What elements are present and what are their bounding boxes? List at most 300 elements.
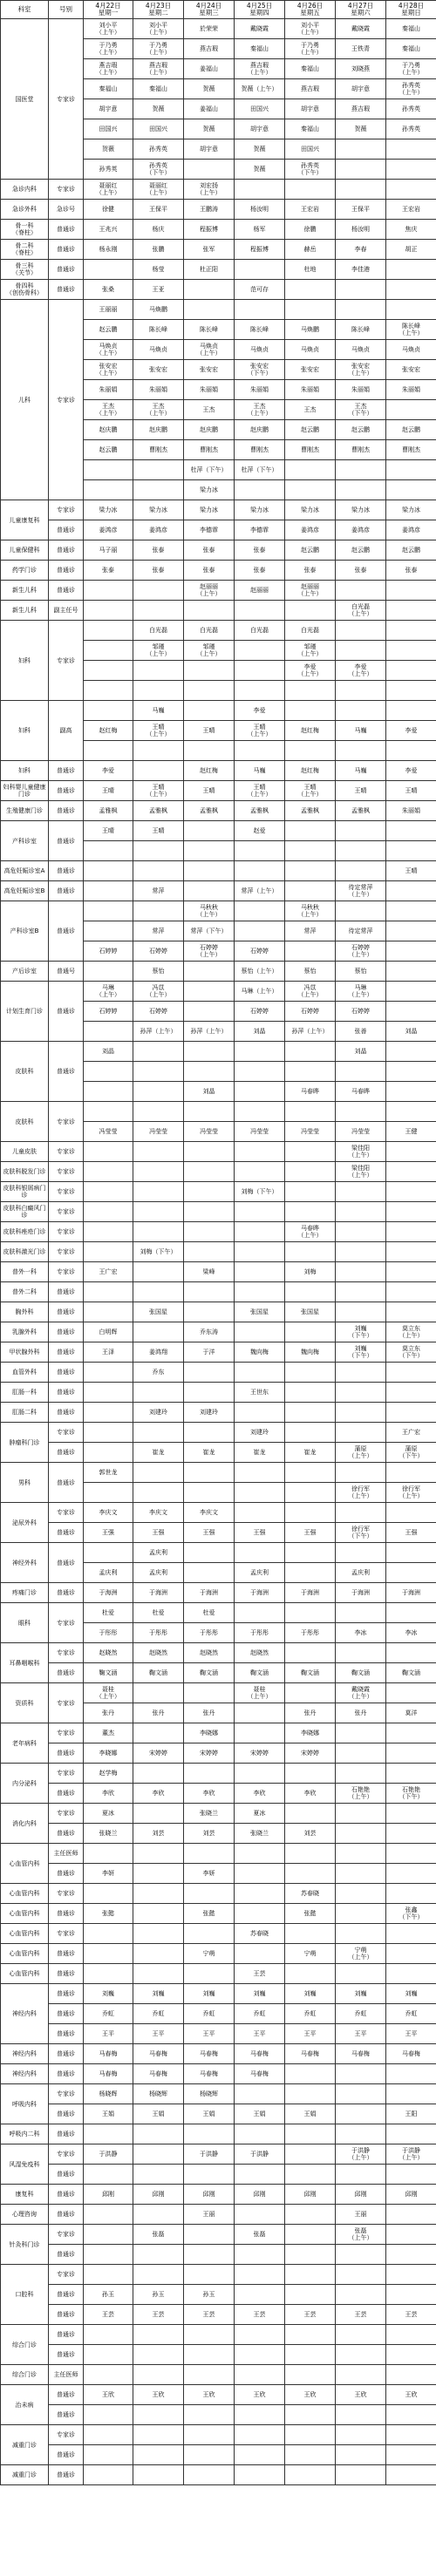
type-cell: 专家诊	[49, 1503, 84, 1523]
table-row	[1, 561, 436, 581]
doctor-cell: 贺薇	[184, 79, 235, 99]
doctor-cell: 张善	[336, 1022, 386, 1042]
dept-cell: 眼科	[1, 1603, 49, 1643]
doctor-cell	[336, 1864, 386, 1884]
doctor-cell: 蒲原 （上午）	[336, 1443, 386, 1463]
doctor-cell: 张安宏	[133, 360, 184, 380]
doctor-cell	[84, 1483, 133, 1503]
doctor-cell: 于洪静	[184, 2144, 235, 2165]
type-cell: 专家诊	[49, 1643, 84, 1663]
doctor-cell: 杨晓辉	[84, 2084, 133, 2104]
doctor-cell	[285, 681, 336, 701]
table-row	[1, 180, 436, 200]
doctor-cell: 夏冰	[84, 1804, 133, 1824]
doctor-cell	[133, 1864, 184, 1884]
doctor-cell: 蒲原 （下午）	[386, 1443, 436, 1463]
table-row	[1, 2104, 436, 2124]
doctor-cell: 张丹	[133, 1703, 184, 1723]
doctor-cell	[133, 1322, 184, 1342]
doctor-cell: 马春梅	[386, 2044, 436, 2064]
doctor-cell	[386, 1964, 436, 1984]
doctor-cell: 刘巍	[235, 1984, 285, 2004]
doctor-cell	[336, 741, 386, 761]
table-row	[1, 2265, 436, 2285]
doctor-cell: 马春梅	[84, 2064, 133, 2084]
doctor-cell	[285, 1503, 336, 1523]
doctor-cell: 赵红梅	[285, 721, 336, 741]
doctor-cell	[133, 1062, 184, 1082]
table-row	[1, 2305, 436, 2325]
doctor-cell: 赵晓然	[133, 1643, 184, 1663]
doctor-cell	[84, 621, 133, 641]
dept-cell: 神经外科	[1, 1543, 49, 1583]
doctor-cell: 孟庆利	[133, 1563, 184, 1583]
doctor-cell: 赵云鹏	[336, 420, 386, 440]
type-cell: 普通诊	[49, 1743, 84, 1764]
doctor-cell	[285, 2165, 336, 2185]
dept-cell: 康复科	[1, 2185, 49, 2205]
dept-cell: 骨三科 （关节）	[1, 260, 49, 280]
doctor-cell: 王芸	[336, 2305, 386, 2325]
doctor-cell	[184, 681, 235, 701]
doctor-cell: 张国星	[133, 1302, 184, 1322]
doctor-cell: 曹刚杰	[184, 440, 235, 460]
dept-cell: 心血管内科	[1, 1844, 49, 1884]
doctor-cell: 王广宏	[386, 1423, 436, 1443]
doctor-cell: 刘芸	[184, 1824, 235, 1844]
table-row	[1, 2004, 436, 2024]
doctor-cell: 孟雅枫	[184, 801, 235, 821]
doctor-cell	[386, 2265, 436, 2285]
doctor-cell: 赵丽丽	[235, 581, 285, 601]
type-cell: 专家诊	[49, 2225, 84, 2245]
dept-cell: 新生儿科	[1, 581, 49, 601]
dept-cell: 泌尿外科	[1, 1503, 49, 1543]
doctor-cell	[133, 1202, 184, 1222]
doctor-cell: 张桑	[84, 280, 133, 300]
doctor-cell: 戴晓霞	[336, 19, 386, 39]
table-row	[1, 1423, 436, 1443]
doctor-cell: 聂丽红 （上午）	[84, 180, 133, 200]
type-cell: 专家诊	[49, 621, 84, 701]
table-row	[1, 982, 436, 1002]
doctor-cell: 刘巍 （下午）	[336, 1342, 386, 1363]
doctor-cell: 王晴 （上午）	[133, 781, 184, 801]
dept-cell: 皮肤科激光门诊	[1, 1242, 49, 1262]
doctor-cell	[386, 1543, 436, 1563]
doctor-cell: 范可存	[235, 280, 285, 300]
doctor-cell: 赵爱	[235, 821, 285, 841]
doctor-cell: 李庆文	[133, 1503, 184, 1523]
doctor-cell: 刘小平 （上午）	[133, 19, 184, 39]
doctor-cell: 孙萍（上午）	[285, 1022, 336, 1042]
doctor-cell: 贺薇	[235, 160, 285, 180]
doctor-cell	[184, 1683, 235, 1703]
doctor-cell	[336, 1884, 386, 1904]
table-row	[1, 19, 436, 39]
doctor-cell	[386, 1142, 436, 1162]
doctor-cell: 白光磊	[184, 621, 235, 641]
doctor-cell	[133, 1764, 184, 1784]
doctor-cell: 李春	[336, 240, 386, 260]
table-row	[1, 1743, 436, 1764]
dept-cell: 减重门诊	[1, 2425, 49, 2465]
doctor-cell: 杨永刚	[84, 240, 133, 260]
doctor-cell	[386, 2425, 436, 2445]
doctor-cell	[133, 2265, 184, 2285]
doctor-cell: 李冰	[386, 1623, 436, 1643]
doctor-cell	[235, 1463, 285, 1483]
doctor-cell: 石婷婷 （上午）	[336, 941, 386, 962]
doctor-cell: 王广宏	[84, 1262, 133, 1282]
doctor-cell: 王晴	[84, 781, 133, 801]
doctor-cell	[235, 1864, 285, 1884]
doctor-cell	[235, 1503, 285, 1523]
doctor-cell	[336, 2104, 386, 2124]
table-row	[1, 1804, 436, 1824]
doctor-cell: 朱丽娟	[336, 380, 386, 400]
doctor-cell: 王欣	[133, 2385, 184, 2405]
table-row	[1, 1342, 436, 1363]
doctor-cell: 王晴	[336, 781, 386, 801]
dept-cell: 药学门诊	[1, 561, 49, 581]
doctor-cell: 王杰 （上午）	[84, 400, 133, 420]
table-row	[1, 280, 436, 300]
doctor-cell: 王娟	[235, 2104, 285, 2124]
doctor-cell: 刘晶	[386, 1022, 436, 1042]
doctor-cell: 王晴	[184, 721, 235, 741]
table-row	[1, 1683, 436, 1703]
doctor-cell: 刘巍	[285, 1984, 336, 2004]
doctor-cell: 孟庆利	[235, 1563, 285, 1583]
doctor-cell	[184, 1363, 235, 1383]
doctor-cell	[336, 1363, 386, 1383]
table-row	[1, 1282, 436, 1302]
doctor-cell	[84, 2245, 133, 2265]
doctor-cell: 于海洲	[235, 1583, 285, 1603]
doctor-cell: 燕吉瑕	[285, 79, 336, 99]
doctor-cell	[285, 1844, 336, 1864]
table-row	[1, 2405, 436, 2425]
doctor-cell: 孙秀英	[386, 99, 436, 119]
doctor-cell	[386, 1002, 436, 1022]
doctor-cell	[133, 861, 184, 881]
doctor-cell	[285, 1764, 336, 1784]
doctor-cell: 王强	[285, 1523, 336, 1543]
doctor-cell: 刘梅	[285, 1262, 336, 1282]
type-cell: 主任医师	[49, 2365, 84, 2385]
dept-cell: 综合门诊	[1, 2325, 49, 2365]
doctor-cell: 邱刚	[184, 2185, 235, 2205]
doctor-cell: 张丹	[84, 1703, 133, 1723]
doctor-cell	[386, 1924, 436, 1944]
type-cell: 普通诊	[49, 861, 84, 881]
doctor-cell: 张晓兰	[235, 1824, 285, 1844]
doctor-cell: 常萍（下午）	[184, 921, 235, 941]
doctor-cell: 莫洋	[386, 1703, 436, 1723]
doctor-cell: 张丹	[285, 1703, 336, 1723]
doctor-cell	[386, 1503, 436, 1523]
type-cell: 普通号	[49, 962, 84, 982]
doctor-cell: 陈长峰	[235, 320, 285, 340]
doctor-cell	[133, 1142, 184, 1162]
doctor-cell: 杜萍（下午）	[235, 460, 285, 480]
doctor-cell	[285, 480, 336, 500]
doctor-cell	[235, 1162, 285, 1182]
doctor-cell: 张懿	[285, 1904, 336, 1924]
doctor-cell: 张晓兰	[84, 1824, 133, 1844]
doctor-cell: 燕吉瑕 （上午）	[235, 59, 285, 79]
doctor-cell	[84, 2445, 133, 2465]
doctor-cell	[386, 139, 436, 160]
doctor-cell	[386, 2165, 436, 2185]
doctor-cell	[235, 2124, 285, 2144]
doctor-cell: 梁力冰	[133, 500, 184, 520]
doctor-cell: 乔虹	[285, 2004, 336, 2024]
doctor-cell: 乔虹	[133, 2004, 184, 2024]
table-row	[1, 2144, 436, 2165]
table-row	[1, 1443, 436, 1463]
dept-cell: 心血管内科	[1, 1944, 49, 1964]
doctor-cell	[285, 300, 336, 320]
type-cell: 普通诊	[49, 240, 84, 260]
doctor-cell: 朱丽娟	[386, 801, 436, 821]
doctor-cell	[386, 2205, 436, 2225]
doctor-cell: 于洪静	[84, 2144, 133, 2165]
doctor-cell: 张泰	[235, 540, 285, 561]
doctor-cell	[235, 1904, 285, 1924]
doctor-cell	[184, 1463, 235, 1483]
doctor-cell: 宋婷婷	[235, 1743, 285, 1764]
doctor-cell: 马春梅	[133, 2044, 184, 2064]
doctor-cell: 张安宏 （下午）	[235, 360, 285, 380]
doctor-cell	[133, 480, 184, 500]
type-cell: 普通诊	[49, 2325, 84, 2345]
doctor-cell: 王芸	[235, 2305, 285, 2325]
doctor-cell: 赵云鹏	[336, 540, 386, 561]
doctor-cell: 石婷婷 （上午）	[184, 941, 235, 962]
doctor-cell: 马春晔 （上午）	[285, 1222, 336, 1242]
doctor-cell: 石婷婷	[285, 1002, 336, 1022]
table-row	[1, 1302, 436, 1322]
doctor-cell: 陈长峰	[184, 320, 235, 340]
table-row	[1, 761, 436, 781]
doctor-cell	[386, 821, 436, 841]
doctor-cell: 王晴 （上午）	[133, 721, 184, 741]
doctor-cell: 马琳（上午）	[235, 982, 285, 1002]
doctor-cell	[84, 601, 133, 621]
doctor-cell	[336, 2325, 386, 2345]
dept-cell: 心血管内科	[1, 1964, 49, 1984]
doctor-cell	[133, 1262, 184, 1282]
doctor-cell	[84, 641, 133, 661]
doctor-cell: 杨军	[235, 220, 285, 240]
doctor-cell	[184, 1222, 235, 1242]
table-row	[1, 861, 436, 881]
table-row	[1, 2385, 436, 2405]
doctor-cell: 邹瑾 （上午）	[133, 641, 184, 661]
doctor-cell	[133, 761, 184, 781]
table-row	[1, 1102, 436, 1122]
doctor-cell: 崔龙	[235, 1443, 285, 1463]
table-row	[1, 1363, 436, 1383]
doctor-cell	[386, 1563, 436, 1583]
doctor-cell: 冯莹莹	[84, 1122, 133, 1142]
doctor-cell	[285, 841, 336, 861]
doctor-cell: 王强	[184, 1523, 235, 1543]
doctor-cell: 马焕鹏	[133, 300, 184, 320]
doctor-cell: 马焕贞 （上午）	[84, 340, 133, 360]
doctor-cell: 孟雅枫	[133, 801, 184, 821]
doctor-cell	[84, 1062, 133, 1082]
doctor-cell	[235, 2405, 285, 2425]
doctor-cell: 孙萍（上午）	[133, 1022, 184, 1042]
table-row	[1, 962, 436, 982]
dept-cell: 国医堂	[1, 19, 49, 180]
table-row	[1, 2205, 436, 2225]
doctor-cell	[133, 1162, 184, 1182]
doctor-cell: 宁萌	[184, 1944, 235, 1964]
doctor-cell	[84, 2165, 133, 2185]
doctor-cell: 刘晶	[184, 1082, 235, 1102]
doctor-cell: 赵红梅	[285, 761, 336, 781]
doctor-cell	[84, 1082, 133, 1102]
table-row	[1, 1984, 436, 2004]
doctor-cell: 姜鸿翔	[133, 1342, 184, 1363]
doctor-cell: 常萍（上午）	[235, 881, 285, 901]
type-cell: 普通诊	[49, 2385, 84, 2405]
doctor-cell: 张泰	[84, 561, 133, 581]
doctor-cell	[336, 901, 386, 921]
doctor-cell	[235, 300, 285, 320]
doctor-cell	[235, 2165, 285, 2185]
doctor-cell	[184, 1884, 235, 1904]
doctor-cell: 鞠文涵	[84, 1663, 133, 1683]
doctor-cell	[285, 2325, 336, 2345]
doctor-cell	[84, 1182, 133, 1202]
doctor-cell	[84, 2325, 133, 2345]
doctor-cell	[235, 2325, 285, 2345]
doctor-cell	[336, 1262, 386, 1282]
doctor-cell	[285, 2445, 336, 2465]
type-cell: 普通诊	[49, 220, 84, 240]
doctor-cell	[235, 2345, 285, 2365]
type-cell: 副主任号	[49, 601, 84, 621]
doctor-cell: 孟雅枫	[235, 801, 285, 821]
dept-cell: 呼吸内科	[1, 2084, 49, 2124]
dept-cell: 男科	[1, 1463, 49, 1503]
doctor-cell	[285, 1162, 336, 1182]
doctor-cell	[336, 1102, 386, 1122]
doctor-cell	[133, 2445, 184, 2465]
doctor-cell	[285, 1383, 336, 1403]
doctor-cell: 赵庆鹏	[84, 420, 133, 440]
doctor-cell	[235, 2285, 285, 2305]
doctor-cell	[235, 1242, 285, 1262]
doctor-cell: 魏向梅	[285, 1342, 336, 1363]
doctor-cell	[184, 1924, 235, 1944]
type-cell: 专家诊	[49, 1683, 84, 1723]
doctor-cell: 李庆文	[84, 1503, 133, 1523]
type-cell: 专家诊	[49, 180, 84, 200]
doctor-cell	[235, 2465, 285, 2485]
dept-cell: 资质科	[1, 1683, 49, 1723]
doctor-cell	[285, 1804, 336, 1824]
dept-cell: 高危妊娠诊室A	[1, 861, 49, 881]
doctor-cell: 马巍	[336, 761, 386, 781]
doctor-cell	[184, 2245, 235, 2265]
doctor-cell: 聂桂 （上午）	[235, 1683, 285, 1703]
doctor-cell	[386, 941, 436, 962]
doctor-cell: 秦福山	[84, 79, 133, 99]
type-cell: 专家诊	[49, 300, 84, 500]
doctor-cell	[235, 1363, 285, 1383]
type-cell: 普通诊	[49, 561, 84, 581]
doctor-cell: 徐行军 （下午）	[336, 1523, 386, 1543]
dept-cell: 妇科	[1, 701, 49, 761]
dept-cell: 生殖健康门诊	[1, 801, 49, 821]
header-row	[1, 1, 436, 19]
doctor-cell	[386, 2345, 436, 2365]
doctor-cell: 赵云鹏	[386, 540, 436, 561]
doctor-cell: 邹瑾 （上午）	[285, 641, 336, 661]
doctor-cell: 于彤彤	[285, 1623, 336, 1643]
header-day: 4月23日 星期二	[133, 1, 184, 19]
dept-cell: 儿童保健科	[1, 540, 49, 561]
doctor-cell	[235, 260, 285, 280]
doctor-cell: 马焕贞	[386, 340, 436, 360]
doctor-cell: 马子丽	[84, 540, 133, 561]
type-cell: 普通诊	[49, 2064, 84, 2084]
doctor-cell: 张懿	[184, 1904, 235, 1924]
doctor-cell: 胡宇意	[235, 119, 285, 139]
dept-cell: 消化内科	[1, 1804, 49, 1844]
doctor-cell	[386, 901, 436, 921]
doctor-cell: 张泰	[285, 561, 336, 581]
doctor-cell: 刘晓燕	[336, 59, 386, 79]
doctor-cell	[184, 821, 235, 841]
doctor-cell	[84, 2265, 133, 2285]
doctor-cell	[133, 2465, 184, 2485]
doctor-cell: 李晓娜	[285, 1723, 336, 1743]
doctor-cell	[184, 2405, 235, 2425]
doctor-cell	[84, 1844, 133, 1864]
doctor-cell	[285, 1102, 336, 1122]
type-cell: 专家诊	[49, 1764, 84, 1784]
doctor-cell: 秦福山	[285, 119, 336, 139]
doctor-cell	[336, 1764, 386, 1784]
doctor-cell	[386, 2245, 436, 2265]
doctor-cell: 王晴	[386, 781, 436, 801]
doctor-cell: 张泰	[184, 540, 235, 561]
table-row	[1, 581, 436, 601]
type-cell: 普通诊	[49, 2205, 84, 2225]
doctor-cell	[386, 581, 436, 601]
doctor-cell: 王丽	[336, 2205, 386, 2225]
doctor-cell	[386, 1603, 436, 1623]
doctor-cell: 姜鸿彦	[133, 520, 184, 540]
dept-cell: 妇科婴儿童健康门诊	[1, 781, 49, 801]
doctor-cell: 赵晓然	[184, 1643, 235, 1663]
doctor-cell	[285, 1683, 336, 1703]
table-row	[1, 1202, 436, 1222]
doctor-cell: 乔虹	[84, 2004, 133, 2024]
doctor-cell	[336, 2425, 386, 2445]
doctor-cell	[336, 1403, 386, 1423]
doctor-cell: 徐行军 （上午）	[336, 1483, 386, 1503]
doctor-cell	[84, 1383, 133, 1403]
doctor-cell	[235, 2445, 285, 2465]
